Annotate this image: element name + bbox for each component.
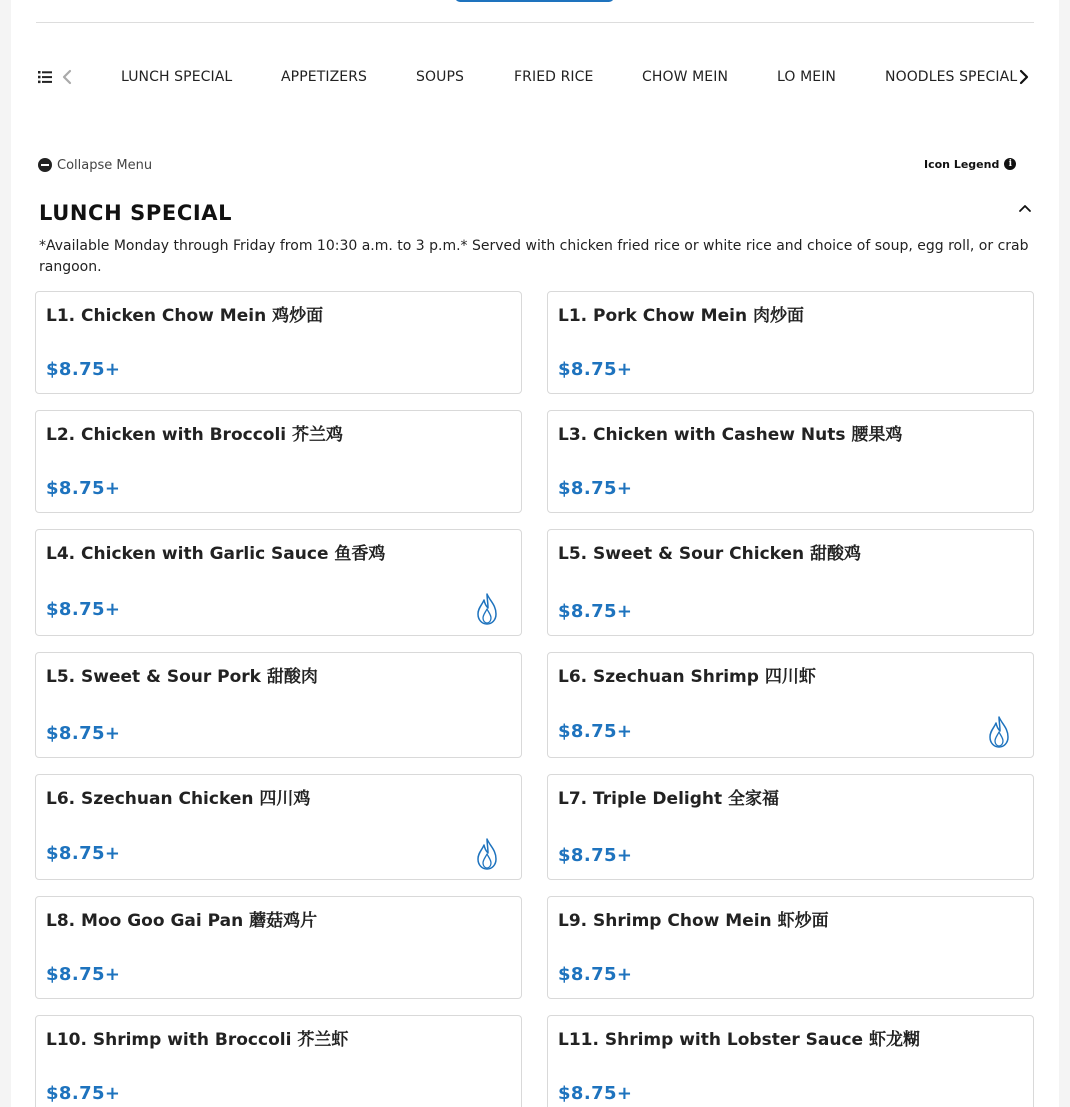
item-price: $8.75+ [558,601,633,622]
chevron-right-icon[interactable] [1016,67,1032,87]
tab-lo-mein[interactable]: LO MEIN [777,69,836,85]
item-name: L4. Chicken with Garlic Sauce 鱼香鸡 [46,544,386,564]
category-nav [36,60,1034,94]
menu-item-card[interactable] [35,896,522,999]
spicy-flame-icon [473,837,501,871]
menu-item-card[interactable] [547,896,1034,999]
item-price: $8.75+ [46,964,121,985]
menu-item-card[interactable] [35,774,522,880]
tab-chow-mein[interactable]: CHOW MEIN [642,69,729,85]
divider [36,22,1034,23]
menu-item-card[interactable] [35,291,522,394]
tab-appetizers[interactable]: APPETIZERS [281,69,368,85]
minus-circle-icon [38,158,52,172]
menu-item-card[interactable] [547,410,1034,513]
menu-item-card[interactable] [35,529,522,636]
item-price: $8.75+ [558,1083,633,1104]
item-name: L6. Szechuan Shrimp 四川虾 [558,667,816,687]
item-name: L2. Chicken with Broccoli 芥兰鸡 [46,425,344,445]
item-name: L11. Shrimp with Lobster Sauce 虾龙糊 [558,1030,921,1050]
item-price: $8.75+ [558,359,633,380]
collapse-menu-label: Collapse Menu [57,157,153,173]
collapse-menu-button[interactable] [38,156,152,174]
item-price: $8.75+ [46,478,121,499]
item-name: L9. Shrimp Chow Mein 虾炒面 [558,911,829,931]
item-price: $8.75+ [46,1083,121,1104]
spicy-flame-icon [985,715,1013,749]
item-name: L7. Triple Delight 全家福 [558,789,780,809]
list-icon[interactable] [38,70,52,84]
menu-page [11,0,1059,1107]
tab-soups[interactable]: SOUPS [416,69,464,85]
menu-item-card[interactable] [547,652,1034,758]
icon-legend-button[interactable] [924,156,1016,172]
item-price: $8.75+ [46,723,121,744]
item-name: L8. Moo Goo Gai Pan 蘑菇鸡片 [46,911,318,931]
item-name: L5. Sweet & Sour Chicken 甜酸鸡 [558,544,862,564]
tab-fried-rice[interactable]: FRIED RICE [514,69,594,85]
menu-item-card[interactable] [35,652,522,758]
item-name: L1. Chicken Chow Mein 鸡炒面 [46,306,324,326]
menu-item-card[interactable] [35,1015,522,1107]
item-price: $8.75+ [46,599,121,620]
item-name: L1. Pork Chow Mein 肉炒面 [558,306,804,326]
item-price: $8.75+ [558,964,633,985]
order-button[interactable] [455,0,614,2]
section-description: *Available Monday through Friday from 10:30 a.m. to 3 p.m.* Served with chicken fried rice or white rice and choice of soup, egg roll, or crab rangoon. [39,238,1029,275]
item-name: L5. Sweet & Sour Pork 甜酸肉 [46,667,318,687]
item-price: $8.75+ [46,843,121,864]
item-price: $8.75+ [558,721,633,742]
item-price: $8.75+ [46,359,121,380]
item-name: L10. Shrimp with Broccoli 芥兰虾 [46,1030,349,1050]
menu-item-card[interactable] [35,410,522,513]
info-icon: i [1004,158,1016,170]
tab-noodles-special[interactable]: NOODLES SPECIAL [885,69,1018,85]
section-title: LUNCH SPECIAL [39,201,233,225]
chevron-up-icon[interactable] [1016,199,1034,217]
spicy-flame-icon [473,592,501,626]
item-price: $8.75+ [558,845,633,866]
category-tabs [96,60,1018,94]
item-price: $8.75+ [558,478,633,499]
icon-legend-label: Icon Legend [924,157,1000,171]
menu-item-card[interactable] [547,529,1034,636]
chevron-left-icon[interactable] [60,68,74,86]
item-name: L6. Szechuan Chicken 四川鸡 [46,789,311,809]
item-name: L3. Chicken with Cashew Nuts 腰果鸡 [558,425,903,445]
menu-item-card[interactable] [547,291,1034,394]
menu-item-card[interactable] [547,774,1034,880]
tab-lunch-special[interactable]: LUNCH SPECIAL [121,69,233,85]
menu-item-card[interactable] [547,1015,1034,1107]
